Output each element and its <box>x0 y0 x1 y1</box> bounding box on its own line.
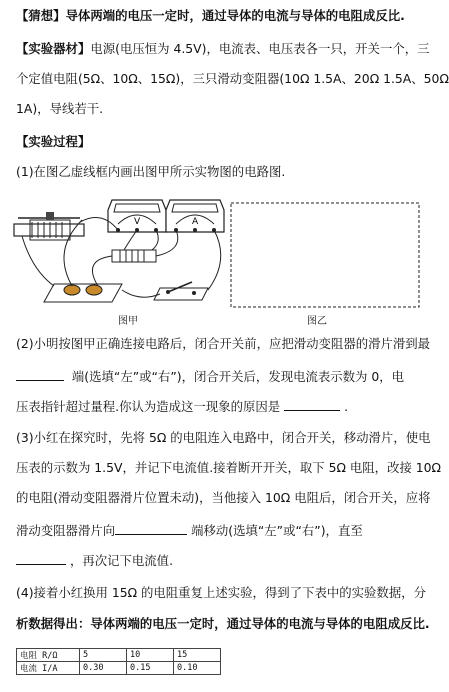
table-header-current: 电流 I/A <box>17 662 80 675</box>
equipment-line-1 <box>16 40 430 58</box>
answer-blank-3[interactable] <box>115 520 187 535</box>
battery-icon <box>44 284 122 302</box>
table-cell: 0.15 <box>127 662 174 675</box>
question-3-line-1: (3)小红在探究时，先将 5Ω 的电阻连入电路中，闭合开关，移动滑片，使电 <box>16 430 431 445</box>
question-4-line-2 <box>16 615 430 633</box>
question-2-line-2 <box>16 366 404 386</box>
resistor-icon <box>112 250 156 262</box>
equipment-text-1: 电源(电压恒为 4.5V)，电流表、电压表各一只，开关一个，三 <box>90 41 430 56</box>
question-4-text-2: 析数据得出：导体两端的电压一定时，通过导体的电流与导体的电阻成反比. <box>16 616 430 631</box>
switch-icon <box>154 282 208 300</box>
table-cell: 15 <box>174 649 221 662</box>
table-cell: 5 <box>80 649 127 662</box>
figure-caption-left: 图甲 <box>118 316 138 327</box>
table-cell: 0.10 <box>174 662 221 675</box>
question-2-text-3: 压表指针超过量程.你认为造成这一现象的原因是 <box>16 399 281 414</box>
question-3-line-4 <box>16 520 363 540</box>
question-2-period: . <box>344 399 349 414</box>
question-3-line-3: 的电阻(滑动变阻器滑片位置未动)，当他接入 10Ω 电阻后，闭合开关，应将 <box>16 490 431 505</box>
figure-caption-right: 图乙 <box>307 316 327 327</box>
table-cell: 0.30 <box>80 662 127 675</box>
process-heading <box>16 133 90 151</box>
equipment-label: 【实验器材】 <box>16 41 91 56</box>
question-1: (1)在图乙虚线框内画出图甲所示实物图的电路图. <box>16 164 286 179</box>
question-3-line-2: 压表的示数为 1.5V，并记下电流值.接着断开开关，取下 5Ω 电阻，改接 10Ω <box>16 460 442 475</box>
table-cell: 10 <box>127 649 174 662</box>
voltmeter-label: V <box>134 217 141 227</box>
voltmeter-icon <box>108 200 166 232</box>
question-3-text-5: 端移动(选填“左”或“右”)，直至 <box>191 523 363 538</box>
question-2-text-2: 端(选填“左”或“右”)，闭合开关后，发现电流表示数为 0，电 <box>71 369 405 384</box>
guess-text: 导体两端的电压一定时，通过导体的电流与导体的电阻成反比. <box>65 8 405 23</box>
question-2-line-3 <box>16 396 348 416</box>
ammeter-icon <box>166 200 224 232</box>
question-3-text-6: ，再次记下电流值. <box>69 553 174 568</box>
answer-blank-1[interactable] <box>16 366 64 381</box>
ammeter-label: A <box>192 217 199 227</box>
equipment-line-2: 个定值电阻(5Ω、10Ω、15Ω)，三只滑动变阻器(10Ω 1.5A、20Ω 1.5A、50Ω <box>16 71 449 86</box>
question-2-line-1: (2)小明按图甲正确连接电路后，闭合开关前，应把滑动变阻器的滑片滑到最 <box>16 336 431 351</box>
question-3-text-4: 滑动变阻器滑片向 <box>16 523 116 538</box>
rheostat-icon <box>14 212 84 240</box>
table-row <box>17 662 221 675</box>
table-row <box>17 649 221 662</box>
circuit-figure <box>12 190 432 330</box>
answer-blank-4[interactable] <box>16 550 66 565</box>
data-table <box>16 648 221 675</box>
equipment-line-3: 1A)，导线若干. <box>16 101 104 116</box>
table-header-resistance: 电阻 R/Ω <box>17 649 80 662</box>
process-label: 【实验过程】 <box>16 134 91 149</box>
guess-paragraph <box>16 7 405 25</box>
circuit-drawing-box <box>231 203 419 307</box>
answer-blank-2[interactable] <box>284 396 340 411</box>
circuit-diagram <box>12 190 432 330</box>
question-3-line-5 <box>16 550 173 570</box>
guess-label: 【猜想】 <box>16 8 66 23</box>
question-4-line-1: (4)接着小红换用 15Ω 的电阻重复上述实验，得到了下表中的实验数据，分 <box>16 585 426 600</box>
